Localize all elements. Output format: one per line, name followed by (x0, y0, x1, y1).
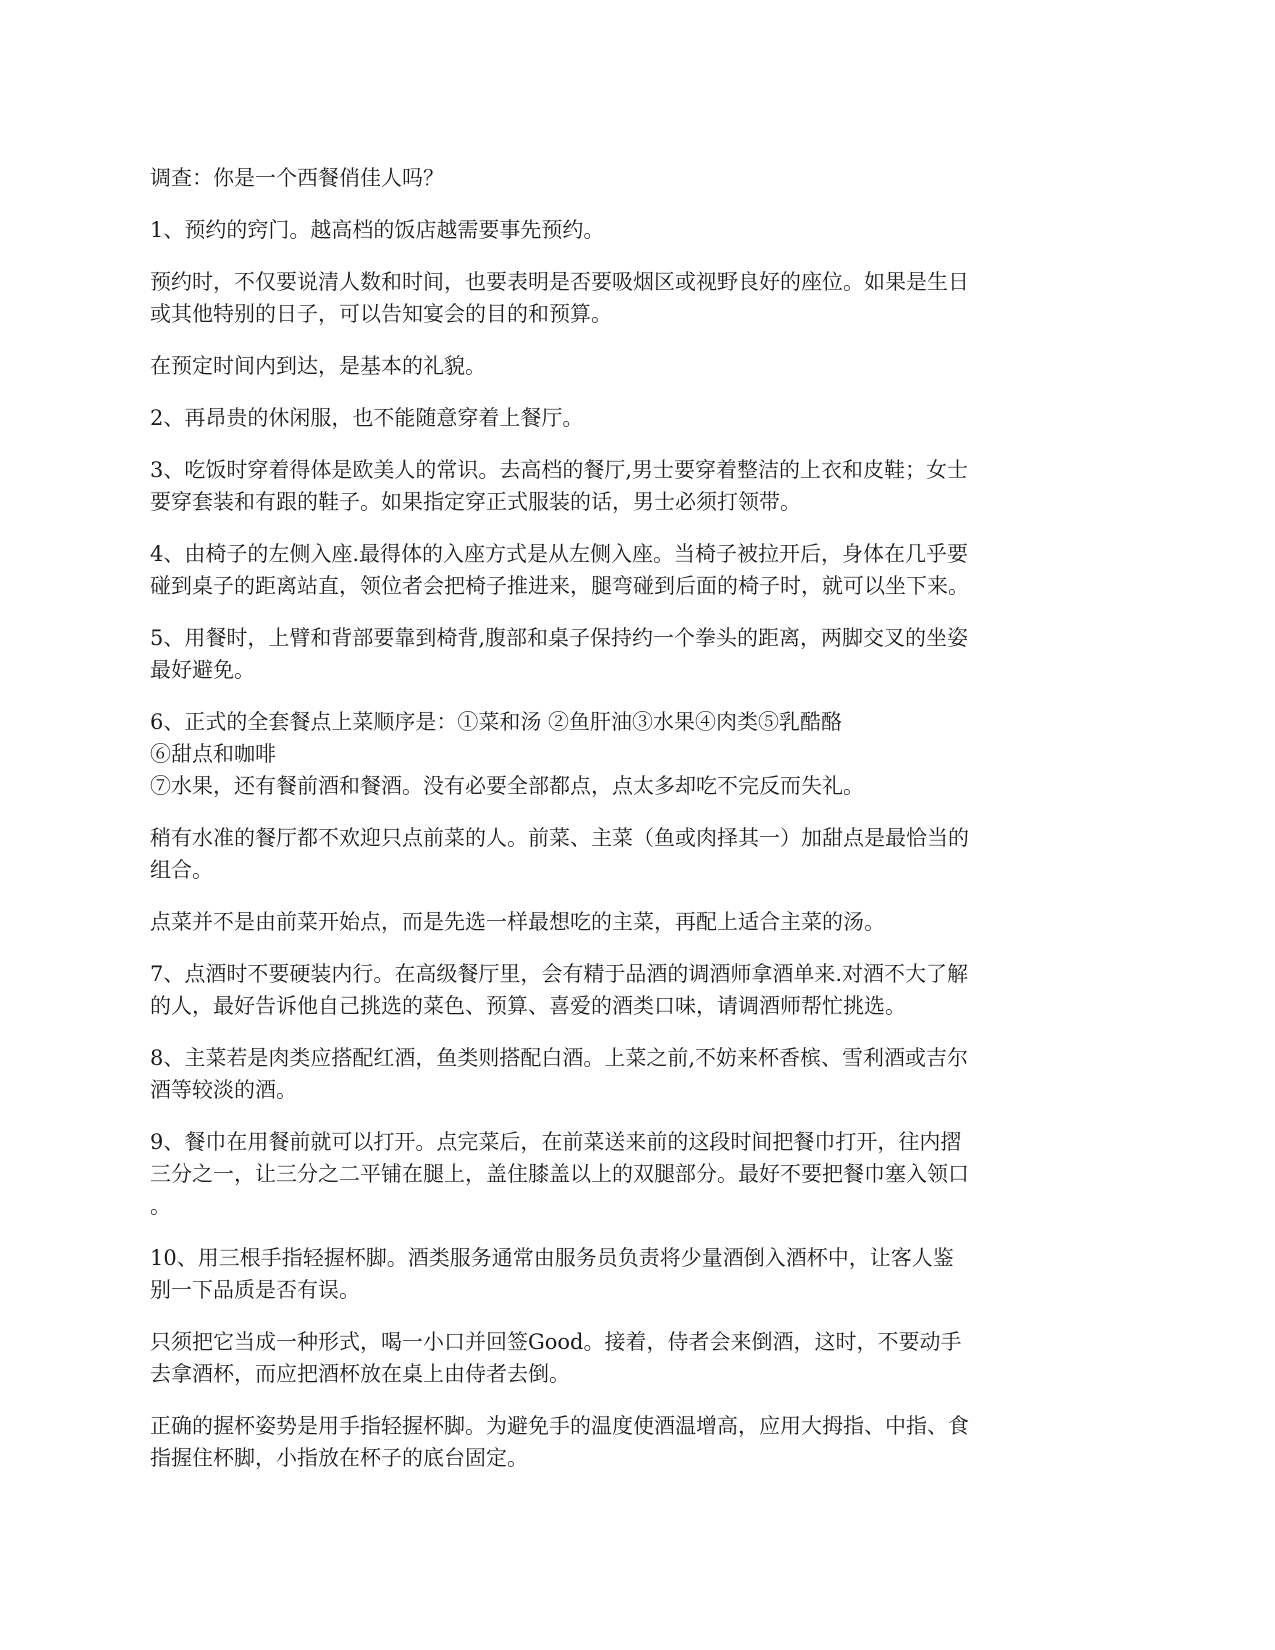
paragraph-10: 点菜并不是由前菜开始点，而是先选一样最想吃的主菜，再配上适合主菜的汤。 (150, 910, 885, 934)
paragraph-14: 10、用三根手指轻握杯脚。酒类服务通常由服务员负责将少量酒倒入酒杯中，让客人鉴 别一下品质是否有误。 (150, 1246, 954, 1302)
document-page (150, 162, 1125, 1494)
paragraph-3: 在预定时间内到达，是基本的礼貌。 (150, 354, 486, 378)
paragraph-13: 9、餐巾在用餐前就可以打开。点完菜后，在前菜送来前的这段时间把餐巾打开，往内摺 三分之一，让三分之二平铺在腿上，盖住膝盖以上的双腿部分。最好不要把餐巾塞入领口 。 (150, 1130, 969, 1218)
paragraph-6: 4、由椅子的左侧入座.最得体的入座方式是从左侧入座。当椅子被拉开后，身体在几乎要 碰到桌子的距离站直，领位者会把椅子推进来，腿弯碰到后面的椅子时，就可以坐下来。 (150, 542, 969, 598)
paragraph-15: 只须把它当成一种形式，喝一小口并回签Good。接着，侍者会来倒酒，这时，不要动手 去拿酒杯，而应把酒杯放在桌上由侍者去倒。 (150, 1330, 962, 1386)
paragraph-2: 预约时，不仅要说清人数和时间，也要表明是否要吸烟区或视野良好的座位。如果是生日 或其他特别的日子，可以告知宴会的目的和预算。 (150, 270, 969, 326)
paragraph-16: 正确的握杯姿势是用手指轻握杯脚。为避免手的温度使酒温增高，应用大拇指、中指、食 指握住杯脚，小指放在杯子的底台固定。 (150, 1414, 969, 1470)
document-title: 调查：你是一个西餐俏佳人吗？ (150, 166, 444, 190)
paragraph-4: 2、再昂贵的休闲服，也不能随意穿着上餐厅。 (150, 406, 584, 430)
paragraph-1: 1、预约的窍门。越高档的饭店越需要事先预约。 (150, 218, 605, 242)
paragraph-12: 8、主菜若是肉类应搭配红酒，鱼类则搭配白酒。上菜之前,不妨来杯香槟、雪利酒或吉尔 酒等较淡的酒。 (150, 1046, 969, 1102)
paragraph-5: 3、吃饭时穿着得体是欧美人的常识。去高档的餐厅,男士要穿着整洁的上衣和皮鞋；女士 要穿套装和有跟的鞋子。如果指定穿正式服装的话，男士必须打领带。 (150, 458, 969, 514)
paragraph-11: 7、点酒时不要硬装内行。在高级餐厅里，会有精于品酒的调酒师拿酒单来.对酒不大了解 的人，最好告诉他自己挑选的菜色、预算、喜爱的酒类口味，请调酒师帮忙挑选。 (150, 962, 969, 1018)
paragraph-7: 5、用餐时，上臂和背部要靠到椅背,腹部和桌子保持约一个拳头的距离，两脚交叉的坐姿 最好避免。 (150, 626, 969, 682)
paragraph-9: 稍有水准的餐厅都不欢迎只点前菜的人。前菜、主菜（鱼或肉择其一）加甜点是最恰当的 组合。 (150, 826, 969, 882)
paragraph-8: 6、正式的全套餐点上菜顺序是：①菜和汤 ②鱼肝油③水果④肉类⑤乳酷酪 ⑥甜点和咖啡 ⑦水果，还有餐前酒和餐酒。没有必要全部都点，点太多却吃不完反而失礼。 (150, 710, 864, 798)
